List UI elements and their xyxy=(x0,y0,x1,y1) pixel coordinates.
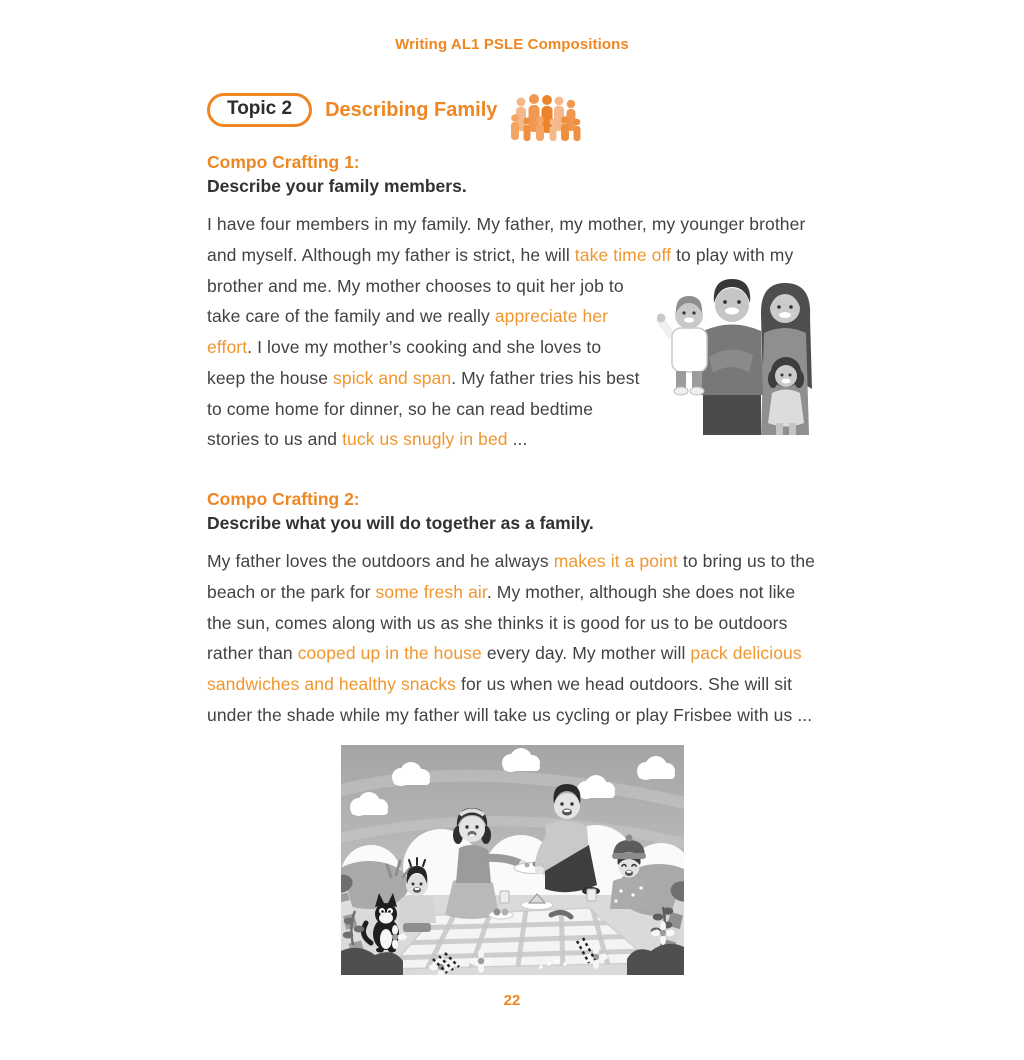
family-picnic-illustration xyxy=(341,745,684,975)
book-header: Writing AL1 PSLE Compositions xyxy=(395,36,629,53)
highlighted-phrase: take time off xyxy=(574,244,672,265)
page-number: 22 xyxy=(503,991,521,1009)
paragraph-text: to play with my brother and me. My mother chooses to quit her job to take care of the family and we really xyxy=(207,244,794,327)
highlighted-phrase: pack delicious sandwiches and healthy snacks xyxy=(207,643,802,694)
section-heading: Compo Crafting 2: xyxy=(207,489,360,509)
float-spacer xyxy=(816,209,817,271)
highlighted-phrase: some fresh air xyxy=(375,581,487,602)
topic-row xyxy=(207,92,817,128)
paragraph-text: every day. My mother will xyxy=(481,643,691,664)
paragraph-text: for us when we head outdoors. She will sit under the shade while my father will take us cycling or play Frisbee with us ... xyxy=(207,674,813,725)
picnic-illustration-container xyxy=(207,745,817,980)
paragraph-text: . My mother, although she does not like the sun, comes along with us as she thinks it is good for us to be outdoors rather than xyxy=(207,581,796,664)
highlighted-phrase: makes it a point xyxy=(553,551,678,571)
section-compo-crafting-2 xyxy=(207,489,817,731)
highlighted-phrase: spick and span xyxy=(333,367,452,388)
topic-title: Describing Family xyxy=(325,98,498,121)
highlighted-phrase: appreciate her effort xyxy=(207,306,609,357)
page-content xyxy=(207,36,817,1009)
family-group-icon xyxy=(507,92,583,144)
paragraph-text: ... xyxy=(507,429,528,450)
section-subheading: Describe what you will do together as a family. xyxy=(207,513,594,533)
paragraph-text: My father loves the outdoors and he always xyxy=(207,551,554,571)
topic-badge: Topic 2 xyxy=(207,93,312,127)
section-heading: Compo Crafting 1: xyxy=(207,152,360,172)
section-subheading: Describe your family members. xyxy=(207,176,467,196)
paragraph-text: I have four members in my family. My father, my mother, my younger brother and myself. Although my father is strict, he will xyxy=(207,214,806,265)
paragraph-text: . I love my mother’s cooking and she loves to keep the house xyxy=(207,337,602,388)
paragraph-text: to bring us to the beach or the park for xyxy=(207,551,816,602)
highlighted-phrase: cooped up in the house xyxy=(297,643,482,664)
composition-paragraph-2 xyxy=(207,546,817,731)
family-of-four-illustration xyxy=(657,271,817,435)
section-compo-crafting-1 xyxy=(207,152,817,455)
paragraph-text: . My father tries his best to come home for dinner, so he can read bedtime stories to us and xyxy=(207,367,640,450)
composition-paragraph-1 xyxy=(207,209,817,455)
paragraph-text-container xyxy=(207,551,815,725)
highlighted-phrase: tuck us snugly in bed xyxy=(342,429,508,450)
